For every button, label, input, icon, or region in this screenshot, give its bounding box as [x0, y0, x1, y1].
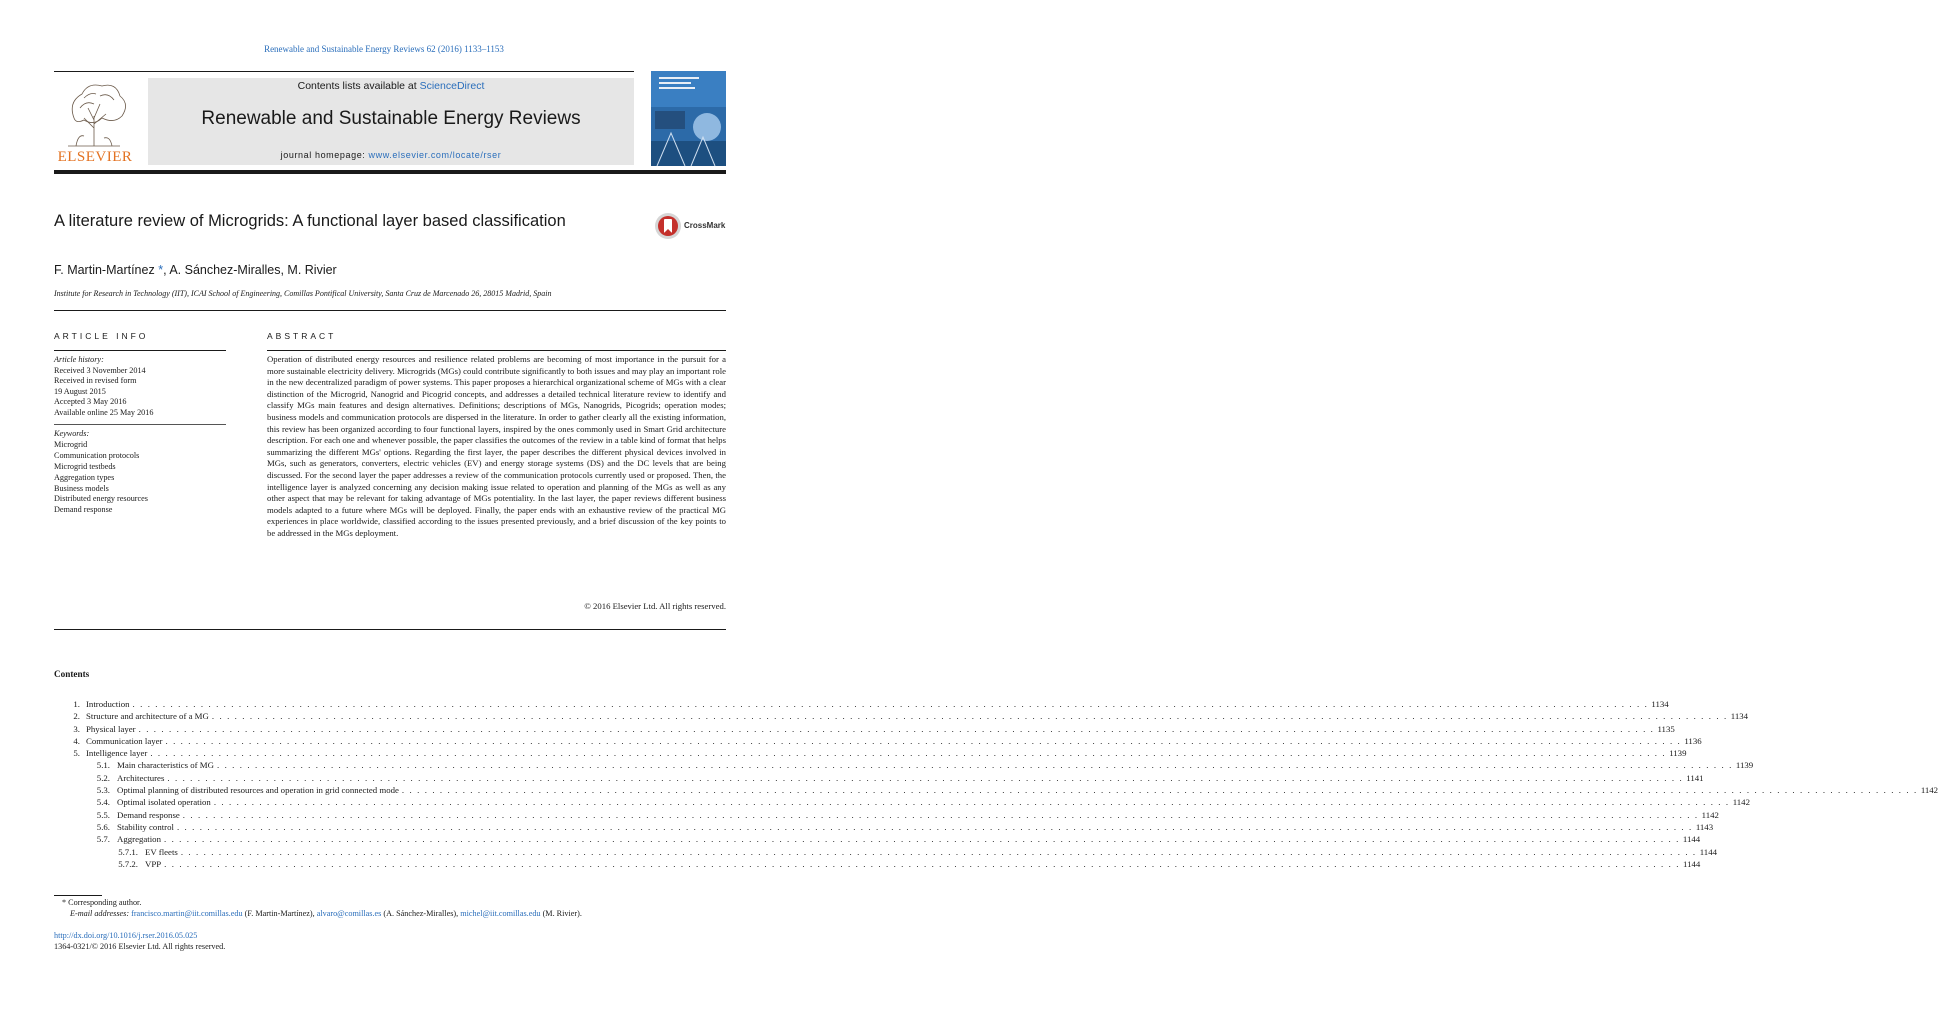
journal-cover[interactable] — [651, 71, 726, 166]
email-link-3[interactable]: michel@iit.comillas.edu — [460, 909, 541, 918]
history-accepted: Accepted 3 May 2016 — [54, 397, 127, 407]
article-history — [54, 355, 234, 419]
email-owner-1: (F. Martin-Martínez), — [242, 909, 317, 918]
other-authors: , A. Sánchez-Miralles, M. Rivier — [163, 263, 337, 277]
toc-entry[interactable] — [54, 858, 1701, 870]
table-of-contents — [54, 698, 1938, 870]
journal-cover-image — [651, 71, 726, 166]
contents-prefix: Contents lists available at — [297, 80, 420, 92]
toc-entry-number: 5.1. — [96, 760, 110, 771]
toc-entry-title[interactable]: Physical layer — [86, 723, 136, 734]
toc-entry-page: 1134 — [1651, 699, 1669, 709]
toc-entry[interactable] — [54, 809, 1719, 821]
toc-entry-title[interactable]: Aggregation — [117, 834, 161, 845]
toc-entry[interactable] — [54, 821, 1714, 833]
elsevier-tree-icon — [54, 78, 136, 148]
toc-entry-title[interactable]: Optimal isolated operation — [117, 797, 211, 808]
toc-leader-dots: . . . . . . . . . . . . . . . . . . . . . . . . . . . . . . . . . . . . . . . . . . . . . . . . . . . . . . . . . . . . . . . . . . . . . . . . . . . . . . . . . . . . . . . . . . . . . . . . . . . . . . . . . . . . . . . . . . . . . . . . . . . . . . . . . . . . . . . . . . . . . . . . . . . . . . . . . . . . . . . . . . . . . . . . . . . . . . . . . . . . . . . . . . . . . . . . . . . . . . . . — [216, 760, 1733, 771]
history-revised-date: 19 August 2015 — [54, 386, 106, 396]
email-owner-3: (M. Rivier). — [540, 909, 582, 918]
toc-entry-page: 1142 — [1732, 797, 1750, 808]
toc-entry-number: 3. — [73, 723, 80, 734]
toc-entry-page: 1139 — [1735, 760, 1754, 771]
toc-entry-number: 5.7.2. — [118, 858, 138, 869]
article-history-label: Article history: — [54, 355, 104, 364]
corresponding-author-note: * Corresponding author. — [62, 898, 142, 907]
toc-leader-dots: . . . . . . . . . . . . . . . . . . . . . . . . . . . . . . . . . . . . . . . . . . . . . . . . . . . . . . . . . . . . . . . . . . . . . . . . . . . . . . . . . . . . . . . . . . . . . . . . . . . . . . . . . . . . . . . . . . . . . . . . . . . . . . . . . . . . . . . . . . . . . . . . . . . . . . . . . . . . . . . . . . . . . . . . . . . . . . . . . . . . . . . . . . . . . . . . . . . . . . . . — [401, 785, 1918, 796]
toc-entry-page: 1142 — [1920, 785, 1938, 796]
toc-entry-title[interactable]: VPP — [145, 858, 162, 869]
toc-entry-number: 5.2. — [96, 772, 110, 783]
corresponding-author-marker[interactable]: * — [154, 263, 164, 277]
header-bottom-rule — [54, 170, 726, 174]
keyword-item: Microgrid — [54, 439, 88, 449]
email-owner-2: (A. Sánchez-Miralles), — [381, 909, 461, 918]
toc-leader-dots: . . . . . . . . . . . . . . . . . . . . . . . . . . . . . . . . . . . . . . . . . . . . . . . . . . . . . . . . . . . . . . . . . . . . . . . . . . . . . . . . . . . . . . . . . . . . . . . . . . . . . . . . . . . . . . . . . . . . . . . . . . . . . . . . . . . . . . . . . . . . . . . . . . . . . . . . . . . . . . . . . . . . . . . . . . . . . . . . . . . . . . . . . . . . . . . . . . . . . . . . — [180, 846, 1697, 857]
toc-entry-title[interactable]: Main characteristics of MG — [117, 760, 214, 771]
toc-entry[interactable] — [54, 698, 1669, 710]
toc-leader-dots: . . . . . . . . . . . . . . . . . . . . . . . . . . . . . . . . . . . . . . . . . . . . . . . . . . . . . . . . . . . . . . . . . . . . . . . . . . . . . . . . . . . . . . . . . . . . . . . . . . . . . . . . . . . . . . . . . . . . . . . . . . . . . . . . . . . . . . . . . . . . . . . . . . . . . . . . . . . . . . . . . . . . . . . . . . . . . . . . . . . . . . . . . . . . . . . . . . . . . . . . — [164, 858, 1681, 869]
history-received: Received 3 November 2014 — [54, 365, 146, 375]
toc-entry-title[interactable]: EV fleets — [145, 846, 178, 857]
toc-entry-title[interactable]: Introduction — [86, 699, 130, 709]
article-title: A literature review of Microgrids: A functional layer based classification — [54, 212, 566, 230]
abstract-copyright: © 2016 Elsevier Ltd. All rights reserved. — [584, 601, 726, 611]
toc-entry-number: 5.3. — [96, 785, 110, 796]
keywords — [54, 429, 234, 516]
toc-entry-number: 5.5. — [96, 809, 110, 820]
toc-entry-page: 1143 — [1695, 821, 1714, 832]
toc-entry-title[interactable]: Stability control — [117, 821, 174, 832]
keyword-item: Microgrid testbeds — [54, 461, 116, 471]
toc-entry[interactable] — [54, 846, 1717, 858]
toc-entry-title[interactable]: Optimal planning of distributed resources and operation in grid connected mode — [117, 785, 399, 796]
header-top-rule — [54, 71, 634, 72]
footnote-rule — [54, 895, 102, 896]
toc-entry-number: 5.6. — [96, 821, 110, 832]
toc-entry-page: 1136 — [1684, 735, 1702, 746]
abstract-text: Operation of distributed energy resources and resilience related problems are becoming of most importance in the pursuit for a more sustainable electricity delivery. Microgrids (MGs) could contribute significantly to both issues and may play an important role in the new decentralized paradigm of power systems. This paper proposes a hierarchical organizational scheme of MGs with a clear distinction of the Microgrid, Nanogrid and Picogrid concepts, and addresses a detailed technical literature review to identify and classify MGs main features and design alternatives. Definitions; descriptions of MGs, Nanogrids, Picogrids; operation modes; business models and communication protocols are dispersed in the literature. In order to gather clearly all the existing information, this review has been organized according to four functional layers, inspired by the ones commonly used in Smart Grid architecture description. For each one and whenever possible, the paper classifies the outcomes of the review in a table kind of format that helps summarizing the different MGs' options. Regarding the first layer, the paper describes the different physical devices involved in MGs, such as generators, converters, electric vehicles (EV) and energy storage systems (DS) and the DC levels that are being discussed. For the second layer the paper addresses a review of the communication protocols currently used or proposed. Then, the intelligence layer is analyzed concerning any decision making issue related to operation and planning of the MGs as well as any other aspect that may be relevant for taking advantage of MGs potentiality. In the last layer, the paper reviews different business models adapted to a future where MGs will be deployed. Finally, the paper ends with an exhaustive review of the practical MG experiences in place worldwide, classified according to the issues presented previously, and a brief discussion of the key points to be addressed in the MGs deployment. — [267, 354, 726, 538]
article-info-heading: ARTICLE INFO — [54, 331, 149, 341]
email-link-1[interactable]: francisco.martin@iit.comillas.edu — [131, 909, 243, 918]
toc-entry-page: 1141 — [1686, 772, 1704, 783]
toc-entry-number: 1. — [73, 699, 80, 709]
journal-homepage — [148, 150, 634, 160]
toc-leader-dots: . . . . . . . . . . . . . . . . . . . . . . . . . . . . . . . . . . . . . . . . . . . . . . . . . . . . . . . . . . . . . . . . . . . . . . . . . . . . . . . . . . . . . . . . . . . . . . . . . . . . . . . . . . . . . . . . . . . . . . . . . . . . . . . . . . . . . . . . . . . . . . . . . . . . . . . . . . . . . . . . . . . . . . . . . . . . . . . . . . . . . . . . . . . . . . . . . . . . . . . . — [167, 772, 1684, 783]
homepage-prefix: journal homepage: — [280, 150, 369, 160]
toc-leader-dots: . . . . . . . . . . . . . . . . . . . . . . . . . . . . . . . . . . . . . . . . . . . . . . . . . . . . . . . . . . . . . . . . . . . . . . . . . . . . . . . . . . . . . . . . . . . . . . . . . . . . . . . . . . . . . . . . . . . . . . . . . . . . . . . . . . . . . . . . . . . . . . . . . . . . . . . . . . . . . . . . . . . . . . . . . . . . . . . . . . . . . . . . . . . . . . . . . . . . . . . . — [150, 748, 1667, 759]
elsevier-logo[interactable] — [54, 78, 136, 166]
toc-entry[interactable] — [54, 735, 1702, 747]
toc-entry-page: 1144 — [1683, 858, 1701, 869]
homepage-link[interactable]: www.elsevier.com/locate/rser — [368, 150, 502, 160]
abstract-rule — [267, 350, 726, 351]
toc-leader-dots: . . . . . . . . . . . . . . . . . . . . . . . . . . . . . . . . . . . . . . . . . . . . . . . . . . . . . . . . . . . . . . . . . . . . . . . . . . . . . . . . . . . . . . . . . . . . . . . . . . . . . . . . . . . . . . . . . . . . . . . . . . . . . . . . . . . . . . . . . . . . . . . . . . . . . . . . . . . . . . . . . . . . . . . . . . . . . . . . . . . . . . . . . . . . . . . . . . . . . . . . — [132, 699, 1649, 709]
keyword-item: Distributed energy resources — [54, 494, 148, 504]
toc-entry-number: 2. — [73, 711, 80, 722]
keyword-item: Demand response — [54, 505, 113, 515]
toc-leader-dots: . . . . . . . . . . . . . . . . . . . . . . . . . . . . . . . . . . . . . . . . . . . . . . . . . . . . . . . . . . . . . . . . . . . . . . . . . . . . . . . . . . . . . . . . . . . . . . . . . . . . . . . . . . . . . . . . . . . . . . . . . . . . . . . . . . . . . . . . . . . . . . . . . . . . . . . . . . . . . . . . . . . . . . . . . . . . . . . . . . . . . . . . . . . . . . . . . . . . . . . . — [213, 797, 1730, 808]
journal-citation[interactable]: Renewable and Sustainable Energy Reviews 62 (2016) 1133–1153 — [264, 44, 504, 54]
email-link-2[interactable]: alvaro@comillas.es — [316, 909, 382, 918]
crossmark-label: CrossMark — [684, 221, 726, 230]
author-1[interactable]: F. Martin-Martínez — [54, 263, 155, 277]
masthead — [148, 78, 634, 165]
keyword-item: Aggregation types — [54, 472, 115, 482]
history-revised: Received in revised form — [54, 376, 137, 386]
crossmark-icon — [654, 211, 682, 241]
toc-entry-title[interactable]: Structure and architecture of a MG — [86, 711, 209, 722]
toc-entry-number: 4. — [73, 735, 80, 746]
issn-copyright: 1364-0321/© 2016 Elsevier Ltd. All rights reserved. — [54, 942, 226, 951]
section-rule-top — [54, 310, 726, 311]
toc-entry-number: 5. — [73, 748, 80, 759]
contents-title: Contents — [54, 669, 90, 679]
toc-entry[interactable] — [54, 759, 1754, 771]
toc-entry-page: 1139 — [1669, 748, 1687, 759]
authors — [54, 263, 337, 277]
toc-entry[interactable] — [54, 796, 1750, 808]
history-online: Available online 25 May 2016 — [54, 407, 154, 417]
email-label: E-mail addresses: — [70, 909, 132, 918]
toc-entry[interactable] — [54, 710, 1749, 722]
toc-entry[interactable] — [54, 723, 1675, 735]
toc-entry-title[interactable]: Intelligence layer — [86, 748, 148, 759]
sciencedirect-link[interactable]: ScienceDirect — [419, 80, 485, 92]
toc-entry[interactable] — [54, 747, 1687, 759]
toc-leader-dots: . . . . . . . . . . . . . . . . . . . . . . . . . . . . . . . . . . . . . . . . . . . . . . . . . . . . . . . . . . . . . . . . . . . . . . . . . . . . . . . . . . . . . . . . . . . . . . . . . . . . . . . . . . . . . . . . . . . . . . . . . . . . . . . . . . . . . . . . . . . . . . . . . . . . . . . . . . . . . . . . . . . . . . . . . . . . . . . . . . . . . . . . . . . . . . . . . . . . . . . . — [163, 834, 1680, 845]
keywords-label: Keywords: — [54, 429, 90, 438]
toc-leader-dots: . . . . . . . . . . . . . . . . . . . . . . . . . . . . . . . . . . . . . . . . . . . . . . . . . . . . . . . . . . . . . . . . . . . . . . . . . . . . . . . . . . . . . . . . . . . . . . . . . . . . . . . . . . . . . . . . . . . . . . . . . . . . . . . . . . . . . . . . . . . . . . . . . . . . . . . . . . . . . . . . . . . . . . . . . . . . . . . . . . . . . . . . . . . . . . . . . . . . . . . . — [176, 821, 1693, 832]
doi-link[interactable]: http://dx.doi.org/10.1016/j.rser.2016.05.025 — [54, 931, 198, 940]
toc-entry-page: 1135 — [1657, 723, 1675, 734]
toc-entry[interactable] — [54, 784, 1938, 796]
keyword-item: Communication protocols — [54, 450, 140, 460]
affiliation: Institute for Research in Technology (IIT), ICAI School of Engineering, Comillas Pontifical University, Santa Cruz de Marcenado 26, 28015 Madrid, Spain — [54, 289, 552, 298]
abstract-heading: ABSTRACT — [267, 331, 337, 341]
crossmark-badge[interactable] — [654, 211, 734, 241]
keywords-rule — [54, 424, 226, 425]
toc-leader-dots: . . . . . . . . . . . . . . . . . . . . . . . . . . . . . . . . . . . . . . . . . . . . . . . . . . . . . . . . . . . . . . . . . . . . . . . . . . . . . . . . . . . . . . . . . . . . . . . . . . . . . . . . . . . . . . . . . . . . . . . . . . . . . . . . . . . . . . . . . . . . . . . . . . . . . . . . . . . . . . . . . . . . . . . . . . . . . . . . . . . . . . . . . . . . . . . . . . . . . . . . — [211, 711, 1728, 722]
toc-leader-dots: . . . . . . . . . . . . . . . . . . . . . . . . . . . . . . . . . . . . . . . . . . . . . . . . . . . . . . . . . . . . . . . . . . . . . . . . . . . . . . . . . . . . . . . . . . . . . . . . . . . . . . . . . . . . . . . . . . . . . . . . . . . . . . . . . . . . . . . . . . . . . . . . . . . . . . . . . . . . . . . . . . . . . . . . . . . . . . . . . . . . . . . . . . . . . . . . . . . . . . . . — [182, 809, 1699, 820]
toc-entry[interactable] — [54, 772, 1704, 784]
toc-leader-dots: . . . . . . . . . . . . . . . . . . . . . . . . . . . . . . . . . . . . . . . . . . . . . . . . . . . . . . . . . . . . . . . . . . . . . . . . . . . . . . . . . . . . . . . . . . . . . . . . . . . . . . . . . . . . . . . . . . . . . . . . . . . . . . . . . . . . . . . . . . . . . . . . . . . . . . . . . . . . . . . . . . . . . . . . . . . . . . . . . . . . . . . . . . . . . . . . . . . . . . . . — [165, 735, 1682, 746]
toc-entry-number: 5.7. — [96, 834, 110, 845]
toc-entry-title[interactable]: Demand response — [117, 809, 180, 820]
elsevier-logo-text: ELSEVIER — [57, 149, 133, 165]
toc-entry-title[interactable]: Architectures — [117, 772, 165, 783]
toc-entry-number: 5.7.1. — [118, 846, 138, 857]
journal-title: Renewable and Sustainable Energy Reviews — [201, 108, 581, 129]
toc-entry-page: 1144 — [1699, 846, 1717, 857]
article-info-rule — [54, 350, 226, 351]
email-addresses — [70, 909, 582, 918]
toc-entry-page: 1142 — [1701, 809, 1719, 820]
toc-entry-number: 5.4. — [96, 797, 110, 808]
toc-entry-page: 1134 — [1730, 711, 1749, 722]
section-rule-bottom — [54, 629, 726, 630]
toc-entry-page: 1144 — [1682, 834, 1701, 845]
toc-entry[interactable] — [54, 833, 1701, 845]
keyword-item: Business models — [54, 483, 109, 493]
toc-leader-dots: . . . . . . . . . . . . . . . . . . . . . . . . . . . . . . . . . . . . . . . . . . . . . . . . . . . . . . . . . . . . . . . . . . . . . . . . . . . . . . . . . . . . . . . . . . . . . . . . . . . . . . . . . . . . . . . . . . . . . . . . . . . . . . . . . . . . . . . . . . . . . . . . . . . . . . . . . . . . . . . . . . . . . . . . . . . . . . . . . . . . . . . . . . . . . . . . . . . . . . . . — [138, 723, 1655, 734]
toc-entry-title[interactable]: Communication layer — [86, 735, 163, 746]
contents-availability — [148, 80, 634, 92]
